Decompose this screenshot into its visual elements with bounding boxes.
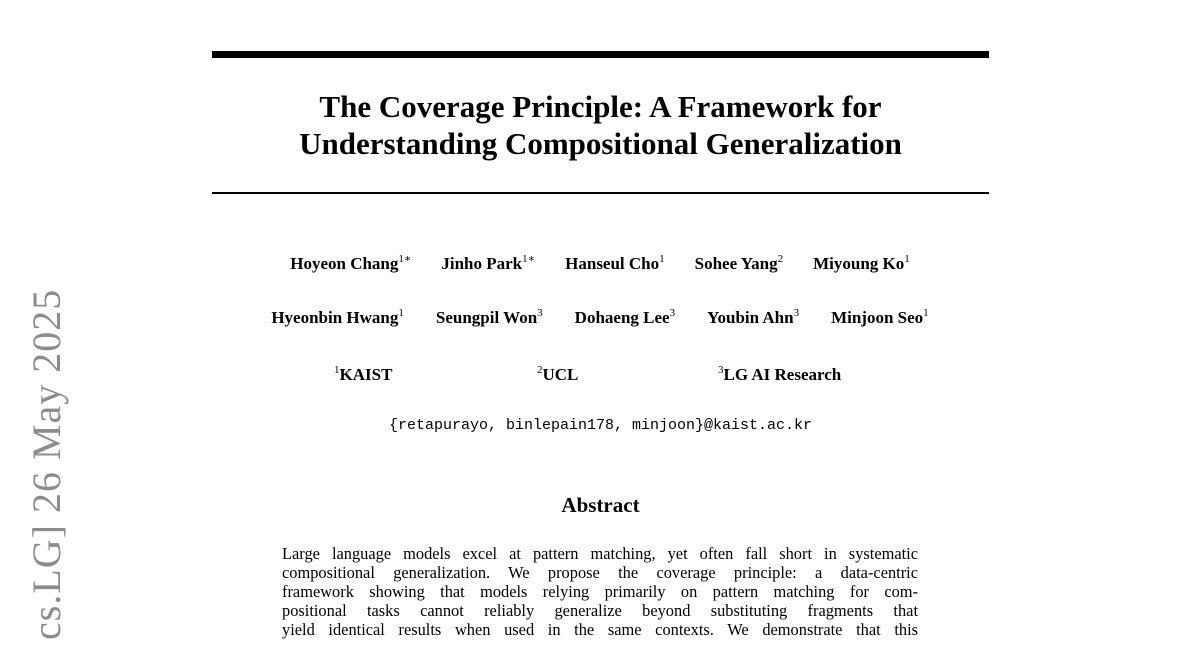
title-bottom-rule [212,192,989,194]
author [695,249,783,274]
author-name: Youbin Ahn [707,308,794,327]
abstract-heading: Abstract [561,493,640,517]
author-affiliation-mark: 1 [923,307,929,319]
paper-title [212,88,989,162]
author-affiliation-mark: 3 [793,307,800,319]
contact-email: {retapurayo, binlepain178, minjoon}@kaist.ac.kr [388,417,813,434]
affiliation-name: KAIST [339,365,393,384]
affiliation-list [200,360,1000,382]
author-list-row-2 [200,303,1000,328]
author-name: Dohaeng Lee [574,308,670,327]
arxiv-side-stamp [22,0,82,648]
abstract-line: framework showing that models relying primarily on pattern matching for com- [282,582,918,601]
affiliation-mark: 2 [537,364,543,376]
author-name: Sohee Yang [694,254,778,273]
author [290,249,411,274]
author [271,303,404,328]
author-affiliation-mark: 1∗ [398,253,412,265]
author-name: Hanseul Cho [565,254,660,273]
author [813,249,910,274]
author-affiliation-mark: 3 [537,307,543,319]
author-affiliation-mark: 1 [904,253,910,265]
author [831,303,929,328]
author [707,303,799,328]
author-name: Hoyeon Chang [290,254,399,273]
title-top-rule [212,51,989,58]
author-affiliation-mark: 1∗ [522,253,536,265]
affiliation-mark: 1 [334,364,340,376]
abstract-line: compositional generalization. We propose the coverage principle: a data-centric [282,563,918,582]
author-name: Seungpil Won [435,308,538,327]
abstract-line: positional tasks cannot reliably generalize beyond substituting fragments that [282,601,918,620]
author-affiliation-mark: 1 [659,253,665,265]
affiliation [537,360,578,385]
author-name: Hyeonbin Hwang [271,308,399,327]
author [436,303,543,328]
author-name: Miyoung Ko [813,254,905,273]
author-name: Jinho Park [441,254,523,273]
author-affiliation-mark: 1 [398,307,404,319]
affiliation-name: UCL [542,365,579,384]
author-affiliation-mark: 2 [777,253,784,265]
author-name: Minjoon Seo [831,308,924,327]
arxiv-identifier-text: cs.LG] 26 May 2025 [24,288,69,640]
title-line: Understanding Compositional Generalization [299,126,902,161]
author [575,303,675,328]
affiliation [718,360,841,385]
abstract-body [282,544,918,639]
author-list-row-1 [200,249,1000,274]
author [441,249,535,274]
abstract-line: Large language models excel at pattern matching, yet often fall short in systematic [282,544,918,563]
author [565,249,665,274]
affiliation [334,360,392,385]
affiliation-mark: 3 [718,364,724,376]
title-line: The Coverage Principle: A Framework for [319,89,882,124]
affiliation-name: LG AI Research [723,365,842,384]
author-affiliation-mark: 3 [669,307,676,319]
abstract-line: yield identical results when used in the same contexts. We demonstrate that this [282,620,918,639]
